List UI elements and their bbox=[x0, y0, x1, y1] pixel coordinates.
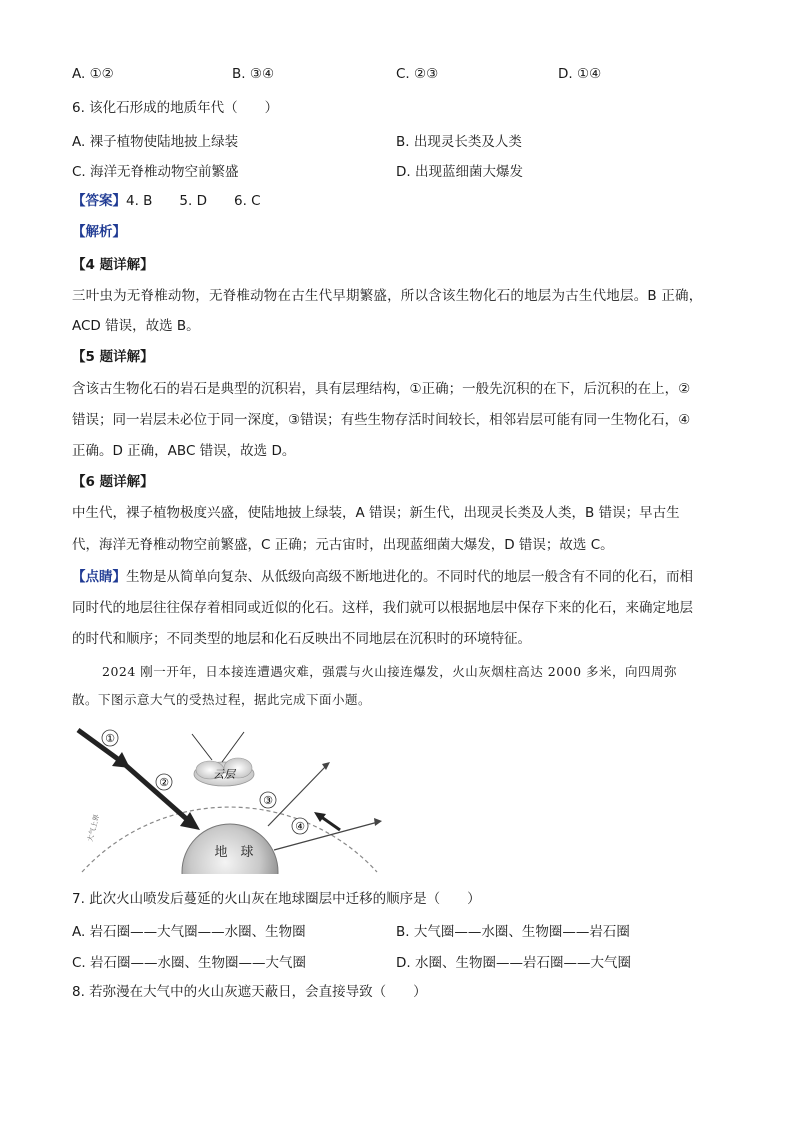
q6-option-a: A. 裸子植物使陆地披上绿装 bbox=[72, 134, 239, 150]
detail-5-heading: 【5 题详解】 bbox=[72, 349, 154, 365]
q5-option-c: C. ②③ bbox=[396, 66, 439, 82]
tip-line-2: 同时代的地层往往保存着相同或近似的化石。这样，我们就可以根据地层中保存下来的化石，来确定地层 bbox=[72, 600, 693, 616]
detail-5-line-3: 正确。D 正确，ABC 错误，故选 D。 bbox=[72, 443, 296, 459]
detail-4-line-2: ACD 错误，故选 B。 bbox=[72, 318, 200, 334]
q5-option-d: D. ①④ bbox=[558, 66, 602, 82]
analysis-label: 【解析】 bbox=[72, 224, 126, 240]
tip-label: 【点睛】 bbox=[72, 569, 126, 585]
label-3: ③ bbox=[263, 794, 273, 807]
q7-option-a: A. 岩石圈——大气圈——水圈、生物圈 bbox=[72, 924, 306, 940]
q5-option-b: B. ③④ bbox=[232, 66, 275, 82]
arrow-4-counter-radiation bbox=[320, 816, 340, 830]
earth-label: 地 球 bbox=[214, 845, 254, 860]
answer-text: 4. B 5. D 6. C bbox=[126, 193, 261, 209]
q7-option-d: D. 水圈、生物圈——岩石圈——大气圈 bbox=[396, 955, 631, 971]
q5-option-a: A. ①② bbox=[72, 66, 114, 82]
q7-stem: 7. 此次火山喷发后蔓延的火山灰在地球圈层中迁移的顺序是（ ） bbox=[72, 891, 481, 907]
answer-line bbox=[72, 191, 261, 211]
tip-text-1: 生物是从简单向复杂、从低级向高级不断地进化的。不同时代的地层一般含有不同的化石，而相 bbox=[126, 569, 693, 585]
label-2: ② bbox=[159, 776, 169, 789]
q6-option-d: D. 出现蓝细菌大爆发 bbox=[396, 164, 523, 180]
detail-6-heading: 【6 题详解】 bbox=[72, 474, 154, 490]
q7-option-b: B. 大气圈——水圈、生物圈——岩石圈 bbox=[396, 924, 630, 940]
detail-5-line-1: 含该古生物化石的岩石是典型的沉积岩，具有层理结构，①正确；一般先沉积的在下，后沉积的在上，② bbox=[72, 381, 691, 397]
q6-stem: 6. 该化石形成的地质年代（ ） bbox=[72, 100, 279, 116]
atmosphere-boundary-label: 大气上界 bbox=[86, 813, 102, 843]
detail-6-line-1: 中生代，裸子植物极度兴盛，使陆地披上绿装，A 错误；新生代，出现灵长类及人类，B 错误；早古生 bbox=[72, 505, 680, 521]
label-1: ① bbox=[105, 732, 115, 745]
arrow-4-line bbox=[274, 822, 378, 850]
q7-option-c: C. 岩石圈——水圈、生物圈——大气圈 bbox=[72, 955, 307, 971]
tip-line-1 bbox=[72, 567, 693, 587]
cloud-incoming-ray bbox=[192, 734, 212, 760]
detail-4-line-1: 三叶虫为无脊椎动物，无脊椎动物在古生代早期繁盛，所以含该生物化石的地层为古生代地层。B 正确， bbox=[72, 288, 703, 304]
intro-line-2: 散。下图示意大气的受热过程，据此完成下面小题。 bbox=[72, 692, 372, 707]
tip-line-3: 的时代和顺序；不同类型的地层和化石反映出不同地层在沉积时的环境特征。 bbox=[72, 631, 531, 647]
arrow-2-ground-bound bbox=[122, 762, 190, 822]
intro-line-1: 2024 刚一开年，日本接连遭遇灾难，强震与火山接连爆发，火山灰烟柱高达 2000 多米，向四周弥 bbox=[102, 664, 678, 679]
label-4: ④ bbox=[295, 820, 305, 833]
answer-label: 【答案】 bbox=[72, 193, 126, 209]
atmosphere-heating-diagram bbox=[72, 722, 392, 874]
q8-stem: 8. 若弥漫在大气中的火山灰遮天蔽日，会直接导致（ ） bbox=[72, 984, 427, 1000]
detail-6-line-2: 代，海洋无脊椎动物空前繁盛，C 正确；元古宙时，出现蓝细菌大爆发，D 错误；故选 C。 bbox=[72, 537, 614, 553]
detail-5-line-2: 错误；同一岩层未必位于同一深度，③错误；有些生物存活时间较长，相邻岩层可能有同一生物化石，④ bbox=[72, 412, 691, 428]
detail-4-heading: 【4 题详解】 bbox=[72, 257, 154, 273]
q6-option-c: C. 海洋无脊椎动物空前繁盛 bbox=[72, 164, 239, 180]
q6-option-b: B. 出现灵长类及人类 bbox=[396, 134, 522, 150]
cloud-reflected-ray bbox=[222, 732, 244, 762]
cloud-label: 云层 bbox=[213, 768, 235, 781]
